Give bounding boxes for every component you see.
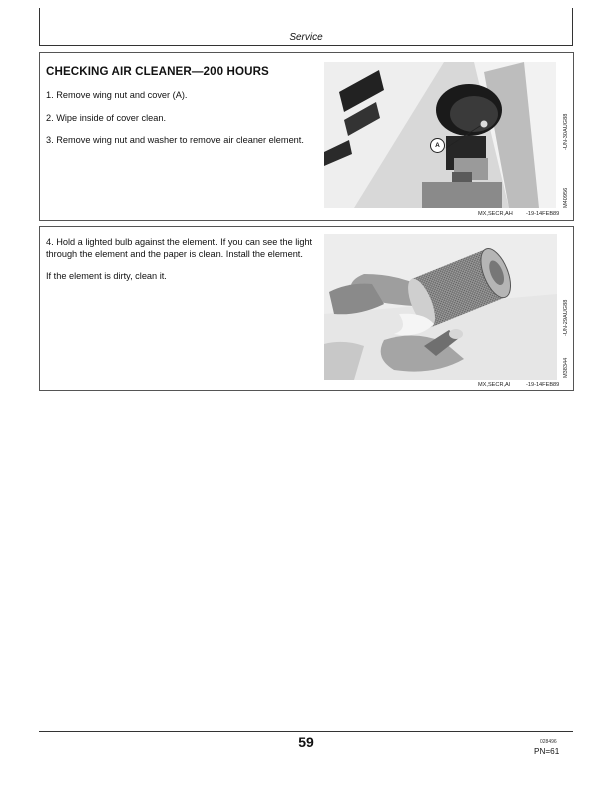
- air-cleaner-cover-illustration: [324, 62, 556, 208]
- header-rule: [39, 45, 573, 46]
- image2-id: M38344: [563, 357, 569, 378]
- step-3: 3. Remove wing nut and washer to remove air cleaner element.: [46, 135, 304, 145]
- callout-a-marker: [430, 138, 445, 153]
- page-number: 59: [298, 734, 314, 750]
- pn-reference: PN=61: [534, 747, 560, 756]
- callout-a-label: A: [435, 142, 440, 149]
- image-caption-ref: MX,SECR,AH: [478, 211, 513, 217]
- image2-caption-date: -19-14FEB89: [526, 382, 560, 388]
- footer-rule: [39, 731, 573, 732]
- image2-caption-ref: MX,SECR,AI: [478, 382, 511, 388]
- step-4: 4. Hold a lighted bulb against the element. If you can see the light through the element and the paper is clean. Install the element.: [46, 237, 313, 259]
- air-cleaner-cover-photo: [324, 62, 556, 208]
- section-title: CHECKING AIR CLEANER—200 HOURS: [46, 65, 269, 78]
- image-id: M40956: [563, 187, 569, 208]
- image-caption-date: -19-14FEB89: [526, 211, 560, 217]
- document-code: 028496: [540, 739, 557, 745]
- panel2-instructions: [46, 237, 314, 294]
- step-1: 1. Remove wing nut and cover (A).: [46, 90, 188, 100]
- running-header: Service: [289, 32, 323, 43]
- air-cleaner-element-illustration: [324, 234, 557, 380]
- image-side-label: -UN-30AUG88: [563, 113, 569, 150]
- image2-side-label: -UN-29AUG88: [563, 299, 569, 336]
- panel1-instructions: [46, 90, 308, 158]
- step-4-note: If the element is dirty, clean it.: [46, 271, 167, 281]
- air-cleaner-element-photo: [324, 234, 557, 380]
- step-2: 2. Wipe inside of cover clean.: [46, 112, 167, 123]
